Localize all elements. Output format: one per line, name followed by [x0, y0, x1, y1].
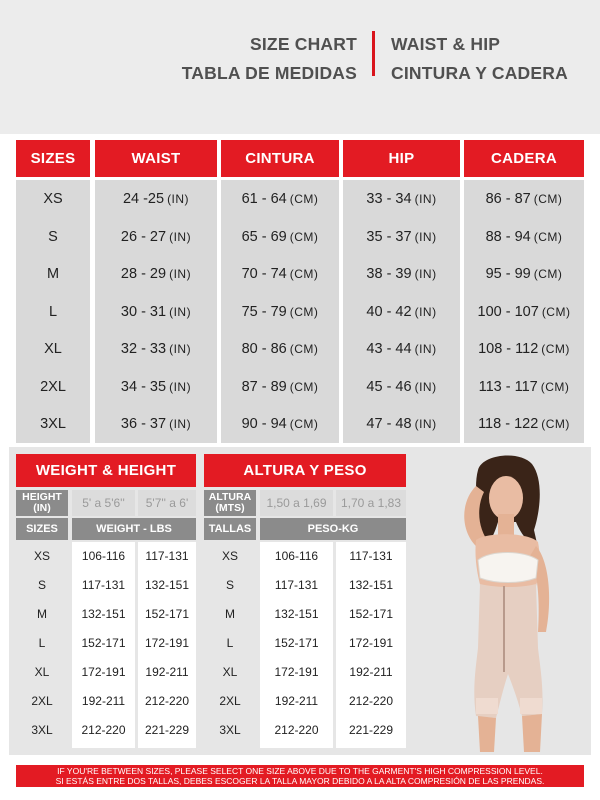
- cintura-value: 90 - 94: [241, 416, 287, 432]
- waist-cell: [95, 293, 217, 331]
- notice-english: IF YOU'RE BETWEEN SIZES, PLEASE SELECT ONE SIZE ABOVE DUE TO THE GARMENT'S HIGH COMPRESSION LEVEL.: [57, 766, 543, 776]
- cintura-cell: [221, 255, 339, 293]
- cintura-cadera-title: CINTURA Y CADERA: [391, 63, 568, 83]
- tallas-label: TALLAS: [204, 518, 256, 540]
- size-row: [16, 180, 584, 218]
- weight-range-2: 192-211: [145, 665, 189, 679]
- cintura-unit: (CM): [289, 304, 319, 319]
- size-label: 2XL: [31, 694, 53, 708]
- size-cell: [16, 218, 90, 256]
- hip-value: 43 - 44: [366, 341, 412, 357]
- size-label: 2XL: [219, 694, 241, 708]
- hip-unit: (IN): [414, 342, 437, 356]
- header-divider: [372, 31, 375, 76]
- weight-range-2: 152-171: [348, 607, 394, 621]
- sizes-label: SIZES: [16, 518, 68, 540]
- size-cell: [16, 330, 90, 368]
- waist-unit: (IN): [169, 304, 192, 319]
- peso-kg-label: PESO-KG: [260, 518, 406, 540]
- weight-range-2: 152-171: [144, 607, 190, 621]
- hip-value: 35 - 37: [366, 228, 412, 245]
- waist-value: 24 -25: [122, 191, 165, 207]
- hip-unit: (IN): [414, 267, 437, 281]
- cadera-unit: (CM): [541, 342, 570, 356]
- waist-unit: (IN): [169, 229, 192, 244]
- cintura-value: 61 - 64: [241, 191, 287, 207]
- hip-unit: (IN): [414, 304, 437, 319]
- height-in-label: HEIGHT (IN): [16, 490, 68, 516]
- cadera-value: 86 - 87: [485, 191, 531, 207]
- cadera-value: 100 - 107: [477, 303, 539, 320]
- size-cell: [16, 293, 90, 331]
- size-label: L: [38, 636, 46, 650]
- right-leg-shape: [522, 714, 542, 752]
- hip-unit: (IN): [414, 379, 437, 394]
- weight-range-1: 192-211: [274, 694, 319, 708]
- size-value: 2XL: [40, 378, 66, 395]
- cintura-cell: [221, 405, 339, 443]
- size-label: L: [226, 636, 234, 650]
- cadera-cell: [464, 255, 584, 293]
- weight-range-1: 192-211: [81, 694, 126, 708]
- cadera-cell: [464, 218, 584, 256]
- waist-value: 36 - 37: [120, 416, 167, 432]
- size-label: XS: [33, 549, 50, 563]
- weight-lbs-label: WEIGHT - LBS: [72, 518, 196, 540]
- cintura-unit: (CM): [289, 417, 319, 431]
- size-value: S: [48, 228, 58, 245]
- cadera-cell: [464, 405, 584, 443]
- height-range-2: 5'7'' a 6': [138, 490, 196, 516]
- weight-range-1: 172-191: [274, 665, 319, 679]
- face-shape: [489, 476, 523, 520]
- size-label: XS: [221, 549, 238, 563]
- weight-range-1: 132-151: [81, 607, 126, 621]
- header-sizes: SIZES: [16, 140, 90, 177]
- size-value: XS: [43, 191, 63, 207]
- cintura-value: 65 - 69: [241, 228, 287, 245]
- size-row: [16, 255, 584, 293]
- size-row: [16, 293, 584, 331]
- waist-value: 30 - 31: [120, 303, 167, 320]
- cadera-value: 118 - 122: [478, 416, 539, 432]
- header-cintura: CINTURA: [221, 140, 339, 177]
- hip-cell: [343, 330, 460, 368]
- waist-unit: (IN): [169, 417, 192, 431]
- cadera-value: 113 - 117: [478, 378, 538, 395]
- header-cadera: CADERA: [464, 140, 584, 177]
- size-value: XL: [44, 341, 62, 357]
- cintura-value: 80 - 86: [241, 341, 287, 357]
- weight-range-2: 221-229: [348, 723, 394, 737]
- hip-value: 40 - 42: [366, 303, 412, 320]
- waist-value: 26 - 27: [120, 228, 167, 245]
- cintura-unit: (CM): [289, 192, 319, 206]
- waist-cell: [95, 255, 217, 293]
- cintura-cell: [221, 180, 339, 218]
- size-chart-title: SIZE CHART: [250, 34, 357, 54]
- cadera-unit: (CM): [541, 417, 570, 431]
- weight-range-1: 212-220: [274, 723, 319, 737]
- weight-range-1: 152-171: [274, 636, 319, 650]
- weight-range-1: 172-191: [81, 665, 126, 679]
- waist-unit: (IN): [169, 267, 192, 281]
- header-left: [182, 30, 357, 88]
- cadera-unit: (CM): [533, 229, 563, 244]
- size-row: [16, 330, 584, 368]
- altura-range-1: 1,50 a 1,69: [260, 490, 333, 516]
- header-band: [0, 0, 600, 134]
- waist-hip-title: WAIST & HIP: [391, 34, 501, 54]
- weight-range-1: 117-131: [81, 578, 126, 592]
- header-hip: HIP: [343, 140, 460, 177]
- shapewear-garment-shape: [474, 584, 542, 718]
- compression-notice: [16, 765, 584, 787]
- cintura-cell: [221, 330, 339, 368]
- waist-cell: [95, 218, 217, 256]
- hip-cell: [343, 180, 460, 218]
- weight-range-2: 132-151: [348, 578, 394, 592]
- weight-range-1: 117-131: [274, 578, 319, 592]
- weight-range-2: 117-131: [349, 549, 393, 563]
- cintura-cell: [221, 293, 339, 331]
- cintura-cell: [221, 368, 339, 406]
- weight-range-1: 212-220: [81, 723, 126, 737]
- hip-value: 45 - 46: [366, 378, 412, 395]
- weight-range-2: 212-220: [348, 694, 394, 708]
- waist-value: 32 - 33: [120, 341, 167, 357]
- weight-range-2: 132-151: [144, 578, 190, 592]
- cadera-value: 108 - 112: [478, 341, 539, 357]
- size-cell: [16, 180, 90, 218]
- size-label: S: [37, 578, 46, 592]
- left-lace-hem: [476, 698, 498, 714]
- size-label: XL: [34, 665, 50, 679]
- size-label: XL: [222, 665, 238, 679]
- waist-cell: [95, 405, 217, 443]
- hip-value: 33 - 34: [366, 191, 412, 207]
- size-value: L: [48, 303, 58, 320]
- size-cell: [16, 405, 90, 443]
- altura-mts-label: ALTURA (MTS): [204, 490, 256, 516]
- size-row: [16, 368, 584, 406]
- hip-cell: [343, 293, 460, 331]
- tabla-de-medidas-title: TABLA DE MEDIDAS: [181, 63, 357, 83]
- strapless-bra-shape: [478, 553, 538, 583]
- size-label: 3XL: [31, 723, 53, 737]
- weight-range-1: 106-116: [274, 549, 319, 563]
- right-lace-hem: [520, 698, 542, 714]
- cintura-unit: (CM): [289, 267, 319, 281]
- cadera-cell: [464, 330, 584, 368]
- size-label: S: [225, 578, 234, 592]
- weight-range-2: 192-211: [349, 665, 393, 679]
- cadera-cell: [464, 293, 584, 331]
- hip-value: 47 - 48: [366, 416, 412, 432]
- cadera-value: 88 - 94: [485, 228, 531, 245]
- weight-height-title: WEIGHT & HEIGHT: [16, 454, 196, 487]
- weight-range-1: 106-116: [81, 549, 126, 563]
- cintura-value: 87 - 89: [241, 378, 287, 395]
- cadera-cell: [464, 368, 584, 406]
- cintura-unit: (CM): [289, 342, 319, 356]
- hip-unit: (IN): [414, 417, 437, 431]
- weight-range-2: 172-191: [348, 636, 394, 650]
- cadera-unit: (CM): [540, 379, 570, 394]
- cintura-value: 70 - 74: [241, 266, 287, 282]
- waist-cell: [95, 180, 217, 218]
- waist-unit: (IN): [169, 342, 192, 356]
- weight-range-2: 212-220: [144, 694, 190, 708]
- cadera-unit: (CM): [533, 192, 563, 206]
- weight-range-1: 152-171: [81, 636, 126, 650]
- cintura-unit: (CM): [289, 379, 319, 394]
- size-cell: [16, 255, 90, 293]
- cintura-unit: (CM): [289, 229, 319, 244]
- hip-value: 38 - 39: [366, 266, 412, 282]
- cadera-value: 95 - 99: [485, 266, 531, 282]
- neck-shape: [498, 514, 514, 536]
- size-label: 3XL: [219, 723, 241, 737]
- hip-cell: [343, 368, 460, 406]
- size-cell: [16, 368, 90, 406]
- weight-range-1: 132-151: [274, 607, 319, 621]
- size-value: M: [46, 266, 60, 282]
- size-row: [16, 405, 584, 443]
- hip-cell: [343, 218, 460, 256]
- waist-unit: (IN): [167, 192, 190, 206]
- notice-spanish: SI ESTÁS ENTRE DOS TALLAS, DEBES ESCOGER LA TALLA MAYOR DEBIDO A LA ALTA COMPRESIÓN DE LAS PRENDAS.: [55, 776, 545, 786]
- waist-cell: [95, 368, 217, 406]
- weight-range-2: 172-191: [144, 636, 190, 650]
- cadera-unit: (CM): [541, 304, 571, 319]
- hip-unit: (IN): [414, 192, 437, 206]
- altura-peso-title: ALTURA Y PESO: [204, 454, 406, 487]
- size-value: 3XL: [40, 416, 66, 432]
- waist-value: 34 - 35: [120, 378, 167, 395]
- hip-unit: (IN): [414, 229, 437, 244]
- header-waist: WAIST: [95, 140, 217, 177]
- waist-cell: [95, 330, 217, 368]
- size-row: [16, 218, 584, 256]
- cadera-cell: [464, 180, 584, 218]
- size-label: M: [37, 607, 47, 621]
- cintura-cell: [221, 218, 339, 256]
- waist-value: 28 - 29: [120, 266, 167, 282]
- header-right: [391, 30, 568, 88]
- hip-cell: [343, 255, 460, 293]
- height-range-1: 5' a 5'6'': [72, 490, 135, 516]
- size-table-header: [16, 140, 584, 177]
- weight-range-2: 117-131: [145, 549, 189, 563]
- altura-range-2: 1,70 a 1,83: [336, 490, 406, 516]
- size-label: M: [225, 607, 235, 621]
- hip-cell: [343, 405, 460, 443]
- model-wearing-shapewear-photo: [420, 452, 590, 752]
- cintura-value: 75 - 79: [241, 303, 287, 320]
- waist-unit: (IN): [169, 379, 192, 394]
- left-leg-shape: [478, 716, 496, 752]
- cadera-unit: (CM): [533, 267, 563, 281]
- weight-range-2: 221-229: [144, 723, 190, 737]
